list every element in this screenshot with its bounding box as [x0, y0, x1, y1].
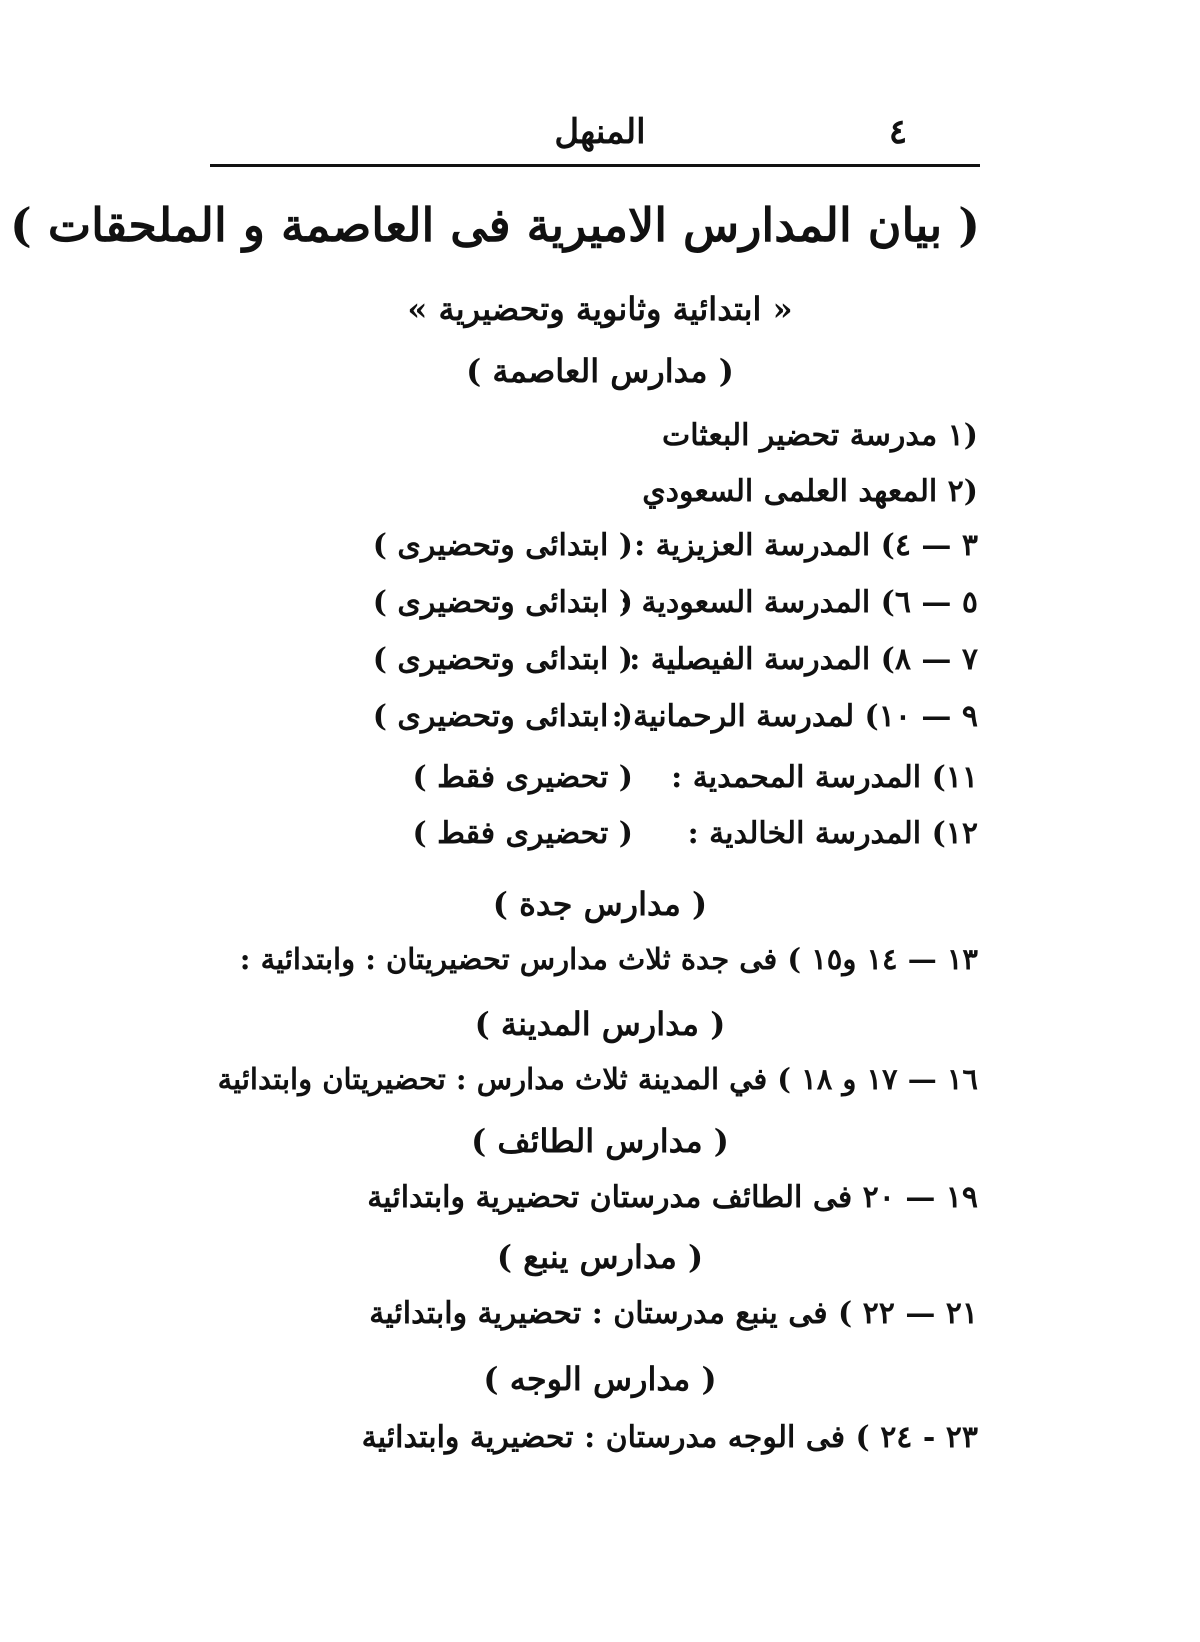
taif-line: ١٩ — ٢٠ فى الطائف مدرستان تحضيرية وابتدائية [367, 1180, 978, 1215]
page-number: ٤ [888, 112, 908, 152]
row-label: ٥ — ٦) المدرسة السعودية : [619, 585, 978, 620]
section-heading-wajh: ( مدارس الوجه ) [483, 1360, 717, 1398]
page-subtitle: « ابتدائية وثانوية وتحضيرية » [407, 290, 793, 328]
wajh-line: ٢٣ - ٢٤ ) فى الوجه مدرستان : تحضيرية وابتدائية [361, 1420, 978, 1455]
section-heading-yanbu: ( مدارس ينبع ) [496, 1238, 704, 1276]
jeddah-line: ١٣ — ١٤ و١٥ ) فى جدة ثلاث مدارس تحضيريتان : وابتدائية : [239, 942, 978, 976]
row-label: ٧ — ٨) المدرسة الفيصلية : [629, 642, 978, 677]
madinah-line: ١٦ — ١٧ و ١٨ ) في المدينة ثلاث مدارس : تحضيريتان وابتدائية [217, 1062, 978, 1096]
section-heading-madinah: ( مدارس المدينة ) [474, 1005, 726, 1043]
capital-row-1 [218, 528, 978, 572]
header-rule [210, 164, 980, 167]
row-value: ( ابتدائى وتحضيرى ) [372, 585, 633, 620]
section-heading-taif: ( مدارس الطائف ) [471, 1122, 729, 1160]
section-heading-jeddah: ( مدارس جدة ) [492, 885, 708, 923]
capital-row-2 [218, 585, 978, 629]
yanbu-line: ٢١ — ٢٢ ) فى ينبع مدرستان : تحضيرية وابتدائية [369, 1296, 978, 1331]
row-value: ( ابتدائى وتحضيرى ) [372, 642, 633, 677]
row-value: ( ابتدائى وتحضيرى ) [372, 528, 633, 563]
page-title: ( بيان المدارس الاميرية فى العاصمة و الملحقات ) [10, 198, 980, 252]
row-value: ( تحضيرى فقط ) [412, 816, 633, 851]
journal-name: المنهل [554, 112, 646, 152]
row-value: ( تحضيرى فقط ) [412, 760, 633, 795]
row-value: ( ابتدائى وتحضيرى ) [372, 699, 633, 734]
capital-row-3 [218, 642, 978, 686]
row-label: ٣ — ٤) المدرسة العزيزية : [634, 528, 978, 563]
capital-row-4 [218, 699, 978, 743]
capital-row-5 [218, 760, 978, 804]
capital-item-1: (١ مدرسة تحضير البعثات [662, 418, 978, 453]
capital-item-2: (٢ المعهد العلمى السعودي [642, 474, 978, 509]
row-label: ١١) المدرسة المحمدية : [671, 760, 978, 795]
section-heading-capital: ( مدارس العاصمة ) [466, 352, 734, 390]
row-label: ٩ — ١٠) لمدرسة الرحمانية : [611, 699, 978, 734]
row-label: ١٢) المدرسة الخالدية : [687, 816, 978, 851]
capital-row-6 [218, 816, 978, 860]
